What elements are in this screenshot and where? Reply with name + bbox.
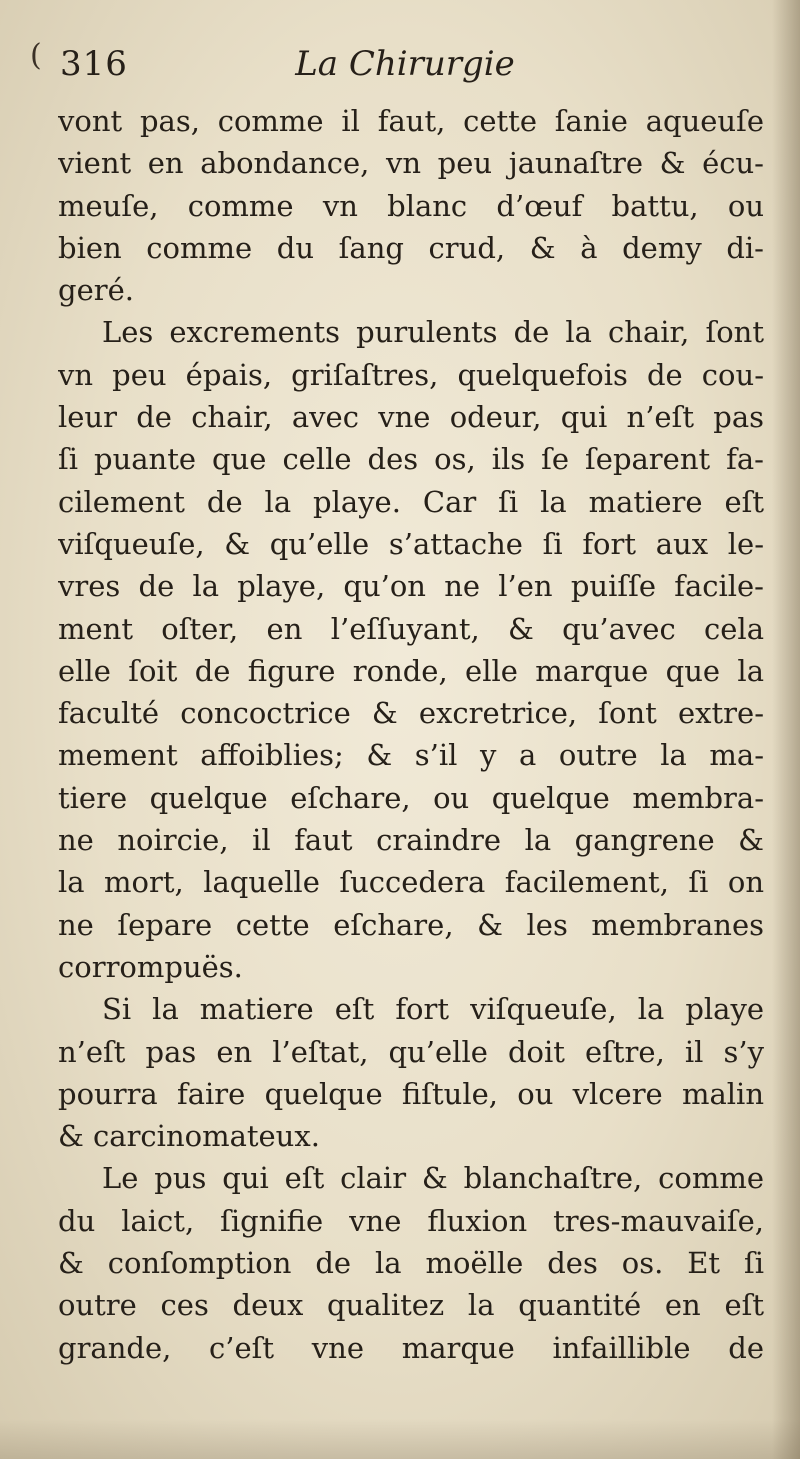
- text-line: vn peu épais, griſaſtres, quelquefois de cou-: [58, 357, 764, 392]
- page-edge-shadow: [772, 0, 800, 1459]
- text-line: vient en abondance, vn peu jaunaſtre & écu-: [58, 146, 764, 181]
- text-line: faculté concoctrice & excretrice, ſont extre-: [58, 696, 764, 731]
- text-line: Le pus qui eſt clair & blanchaſtre, comme: [102, 1161, 764, 1196]
- text-line: & carcinomateux.: [58, 1119, 320, 1154]
- page-number: 316: [60, 44, 128, 84]
- text-line: tiere quelque eſchare, ou quelque membra-: [58, 780, 764, 815]
- page-header: [60, 44, 750, 96]
- text-line: pourra faire quelque fiſtule, ou vlcere malin: [58, 1076, 764, 1111]
- text-line: mement affoiblies; & s’il y a outre la ma-: [58, 738, 764, 773]
- text-line: grande, c’eſt vne marque infaillible de: [58, 1330, 764, 1365]
- text-line: & conſomption de la moëlle des os. Et ſi: [58, 1246, 764, 1281]
- text-line: ne noircie, il faut craindre la gangrene &: [58, 823, 764, 858]
- text-line: bien comme du ſang crud, & à demy di-: [58, 230, 764, 265]
- text-line: du laict, ſignifie vne fluxion tres-mauvaiſe,: [58, 1203, 764, 1238]
- text-line: meuſe, comme vn blanc d’œuf battu, ou: [58, 188, 764, 223]
- text-line: la mort, laquelle ſuccedera facilement, ſi on: [58, 865, 764, 900]
- text-line: vont pas, comme il faut, cette ſanie aqueuſe: [58, 104, 764, 138]
- text-line: ſi puante que celle des os, ils ſe ſeparent fa-: [58, 442, 764, 477]
- margin-mark: (: [30, 38, 42, 73]
- text-line: outre ces deux qualitez la quantité en eſt: [58, 1288, 764, 1323]
- text-line: ne ſepare cette eſchare, & les membranes: [58, 907, 764, 942]
- text-line: leur de chair, avec vne odeur, qui n’eſt pas: [58, 400, 764, 435]
- text-line: vres de la playe, qu’on ne l’en puiſſe facile-: [58, 569, 764, 604]
- running-title: La Chirurgie: [295, 44, 515, 84]
- page-bottom-shadow: [0, 1419, 800, 1459]
- text-line: Si la matiere eſt fort viſqueuſe, la playe: [102, 992, 764, 1027]
- text-line: n’eſt pas en l’eſtat, qu’elle doit eſtre, il s’y: [58, 1034, 764, 1069]
- text-line: viſqueuſe, & qu’elle s’attache ſi fort aux le-: [58, 526, 764, 561]
- text-line: geré.: [58, 273, 134, 308]
- text-line: ment oſter, en l’eſſuyant, & qu’avec cela: [58, 611, 764, 646]
- text-line: Les excrements purulents de la chair, ſont: [102, 315, 764, 350]
- text-line: cilement de la playe. Car ſi la matiere eſt: [58, 484, 764, 519]
- body-text: [58, 100, 764, 1369]
- text-line: corrompuës.: [58, 949, 243, 984]
- text-line: elle ſoit de figure ronde, elle marque que la: [58, 653, 764, 688]
